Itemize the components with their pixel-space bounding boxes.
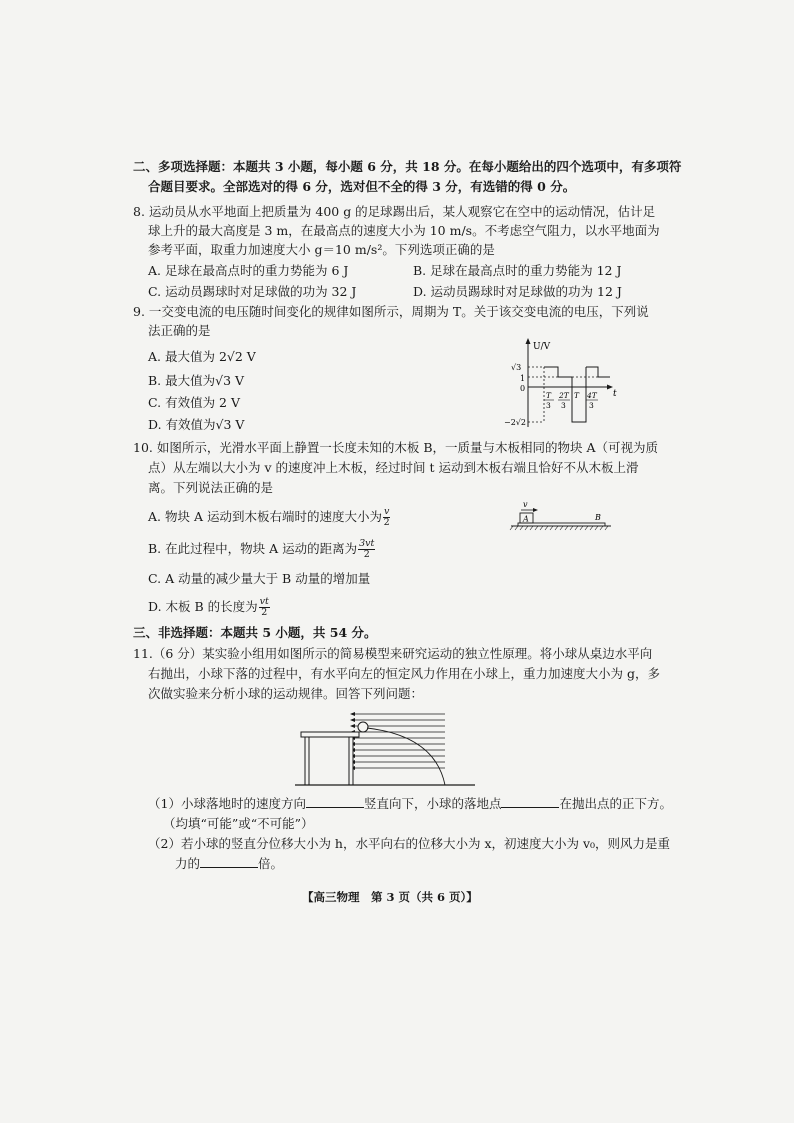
q10-option-d-den: 2: [261, 607, 268, 618]
q11-part1-b: 竖直向下，小球的落地点: [363, 796, 502, 811]
ytick-neg: −2√2: [504, 418, 526, 427]
q9-option-d: D. 有效值为√3 V: [148, 417, 245, 432]
waveform-next: [586, 367, 610, 377]
q10-stem-line1: 10. 如图所示，光滑水平面上静置一长度未知的木板 B，一质量与木板相同的物块 A（可视为质: [133, 440, 659, 455]
ytick-sqrt3: √3: [511, 363, 522, 372]
q10-option-b-den: 2: [363, 549, 370, 560]
table-top: [301, 732, 359, 737]
xtick2-den: 3: [561, 401, 566, 410]
q11-stem-line3: 次做实验来分析小球的运动规律。回答下列问题：: [148, 686, 424, 701]
q11-part2-b: 力的: [175, 856, 201, 871]
xtick1-num: T: [546, 391, 552, 400]
q11-blank1[interactable]: [306, 795, 364, 808]
q9-option-b: B. 最大值为√3 V: [148, 373, 245, 388]
q8-option-d: D. 运动员踢球时对足球做的功为 12 J: [413, 284, 622, 299]
q11-part1: [148, 795, 672, 813]
section2-heading-line1: 二、多项选择题：本题共 3 小题，每小题 6 分，共 18 分。在每小题给出的四个选项中，有多项符: [133, 159, 682, 174]
q10-stem-line3: 离。下列说法正确的是: [148, 480, 274, 495]
q10-option-a-text: A. 物块 A 运动到木板右端时的速度大小为: [148, 509, 382, 524]
y-axis-arrow: [526, 338, 531, 344]
xtick2-num: 2T: [559, 391, 569, 400]
xtick4-num: 4T: [587, 391, 597, 400]
q8-option-a: A. 足球在最高点时的重力势能为 6 J: [148, 263, 349, 278]
q11-blank3[interactable]: [200, 855, 258, 868]
q9-option-a: A. 最大值为 2√2 V: [148, 349, 256, 364]
xtick3: T: [574, 391, 580, 400]
trajectory: [367, 728, 445, 785]
fig-ground-hatch: [510, 526, 608, 530]
q8-option-c: C. 运动员踢球时对足球做的功为 32 J: [148, 284, 357, 299]
ytick-1: 1: [520, 374, 526, 383]
q8-stem-line3: 参考平面，取重力加速度大小 g＝10 m/s²。下列选项正确的是: [148, 242, 495, 257]
q8-option-b: B. 足球在最高点时的重力势能为 12 J: [413, 263, 622, 278]
q9-option-c: C. 有效值为 2 V: [148, 395, 240, 410]
graph-ylabel: U/V: [533, 342, 551, 352]
section3-heading: 三、非选择题：本题共 5 小题，共 54 分。: [133, 625, 377, 640]
xtick1-den: 3: [546, 401, 551, 410]
table-leg-left: [305, 737, 309, 785]
wind-arrows: [353, 714, 445, 768]
q10-option-d-text: D. 木板 B 的长度为: [148, 599, 258, 614]
q10-option-c: C. A 动量的减少量大于 B 动量的增加量: [148, 571, 371, 586]
q10-option-a: [148, 507, 391, 528]
voltage-time-graph: [500, 335, 620, 435]
q10-option-b-fraction: [358, 539, 375, 560]
q11-stem-line2: 右抛出，小球下落的过程中，有水平向左的恒定风力作用在小球上，重力加速度大小为 g，多: [148, 666, 660, 681]
projectile-wind-figure: [295, 708, 475, 790]
q10-option-a-num: v: [383, 506, 390, 517]
q11-part1-a: （1）小球落地时的速度方向: [148, 796, 306, 811]
q11-stem-line1: 11.（6 分）某实验小组用如图所示的简易模型来研究运动的独立性原理。将小球从桌边水平向: [133, 646, 653, 661]
q10-option-b-num: 3vt: [359, 538, 375, 549]
q11-part1-note: （均填“可能”或“不可能”）: [163, 816, 314, 831]
q11-part2-line2: [175, 855, 283, 873]
q8-stem-line2: 球上升的最大高度是 3 m，在最高点的速度大小为 10 m/s。不考虑空气阻力，以水平地面为: [148, 223, 660, 238]
q11-part2-c: 倍。: [258, 856, 284, 871]
fig-velocity-arrowhead: [533, 508, 538, 512]
q9-stem-line2: 法正确的是: [148, 323, 211, 338]
graph-origin: 0: [520, 384, 526, 393]
page-footer: 【高三物理 第 3 页（共 6 页）】: [302, 890, 478, 904]
q10-option-a-den: 2: [383, 517, 390, 528]
q10-option-d-fraction: [259, 597, 270, 618]
block-board-figure: [505, 498, 615, 538]
q11-part1-c: 在抛出点的正下方。: [559, 796, 672, 811]
q10-option-b-text: B. 在此过程中，物块 A 运动的距离为: [148, 541, 358, 556]
table-leg-right: [349, 737, 353, 785]
ball: [358, 722, 368, 732]
graph-xlabel: t: [613, 389, 617, 399]
fig-label-b: B: [595, 513, 601, 522]
fig-label-a: A: [523, 514, 529, 524]
fig-velocity-label: v: [523, 500, 528, 509]
q8-stem-line1: 8. 运动员从水平地面上把质量为 400 g 的足球踢出后，某人观察它在空中的运动情况，估计足: [133, 204, 656, 219]
q10-option-d-num: vt: [259, 596, 269, 607]
q10-option-a-fraction: [383, 507, 390, 528]
xtick4-den: 3: [589, 401, 594, 410]
q11-blank2[interactable]: [501, 795, 559, 808]
q10-option-d: [148, 597, 271, 618]
section2-heading-line2: 合题目要求。全部选对的得 6 分，选对但不全的得 3 分，有选错的得 0 分。: [148, 179, 576, 194]
q11-part2-line1: （2）若小球的竖直分位移大小为 h，水平向右的位移大小为 x，初速度大小为 v₀，则风力是重: [148, 836, 671, 851]
q10-stem-line2: 点）从左端以大小为 v 的速度冲上木板，经过时间 t 运动到木板右端且恰好不从木板上滑: [148, 460, 639, 475]
q9-stem-line1: 9. 一交变电流的电压随时间变化的规律如图所示，周期为 T。关于该交变电流的电压，下列说: [133, 304, 649, 319]
q10-option-b: [148, 539, 376, 560]
